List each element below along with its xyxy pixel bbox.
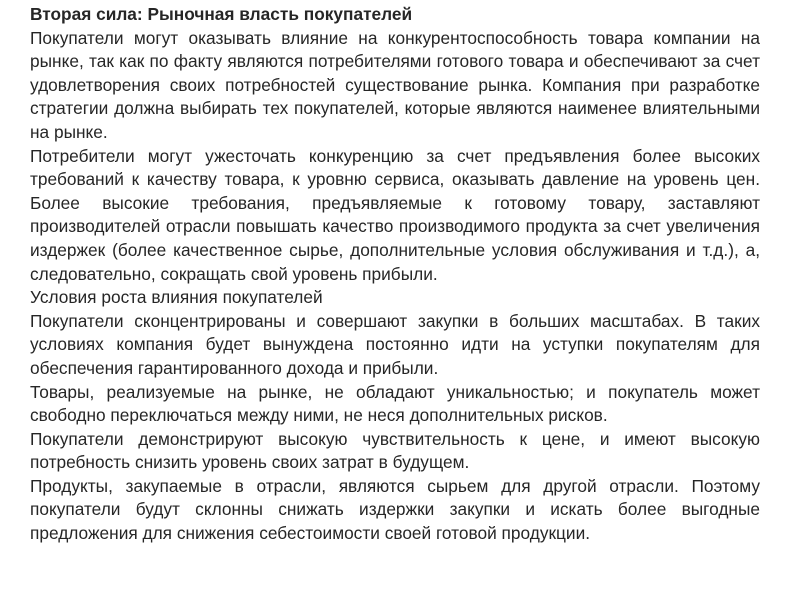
- paragraph-price-sensitivity: Покупатели демонстрируют высокую чувствительность к цене, и имеют высокую потребность снизить уровень своих затрат в будущем.: [30, 428, 760, 473]
- paragraph-consumer-requirements: Потребители могут ужесточать конкуренцию за счет предъявления более высоких требований к качеству товара, к уровню сервиса, оказывать давление на уровень цен. Более высокие требования, предъявляемые к готовому товару, заставляют производителей отрасли повышать качество производимого продукта за счет увеличения издержек (более качественное сырье, дополнительные условия обслуживания и т.д.), а, следовательно, сокращать свой уровень прибыли.: [30, 145, 760, 284]
- document-title: Вторая сила: Рыночная власть покупателей: [30, 4, 413, 24]
- paragraph-buyer-influence: Покупатели могут оказывать влияние на конкурентоспособность товара компании на рынке, так как по факту являются потребителями готового товара и обеспечивают за счет удовлетворения своих потребностей существование рынка. Компания при разработке стратегии должна выбирать тех покупателей, которые являются наименее влиятельными на рынке.: [30, 27, 760, 142]
- paragraph-concentrated-buyers: Покупатели сконцентрированы и совершают закупки в больших масштабах. В таких условиях компания будет вынуждена постоянно идти на уступки покупателям для обеспечения гарантированного дохода и прибыли.: [30, 310, 760, 378]
- paragraph-non-unique-goods: Товары, реализуемые на рынке, не обладают уникальностью; и покупатель может свободно переключаться между ними, не неся дополнительных рисков.: [30, 381, 760, 426]
- document-body: [30, 3, 760, 546]
- section-heading-growth-conditions: Условия роста влияния покупателей: [30, 287, 323, 308]
- paragraph-raw-materials: Продукты, закупаемые в отрасли, являются сырьем для другой отрасли. Поэтому покупатели будут склонны снижать издержки закупки и искать более выгодные предложения для снижения себестоимости своей готовой продукции.: [30, 475, 760, 544]
